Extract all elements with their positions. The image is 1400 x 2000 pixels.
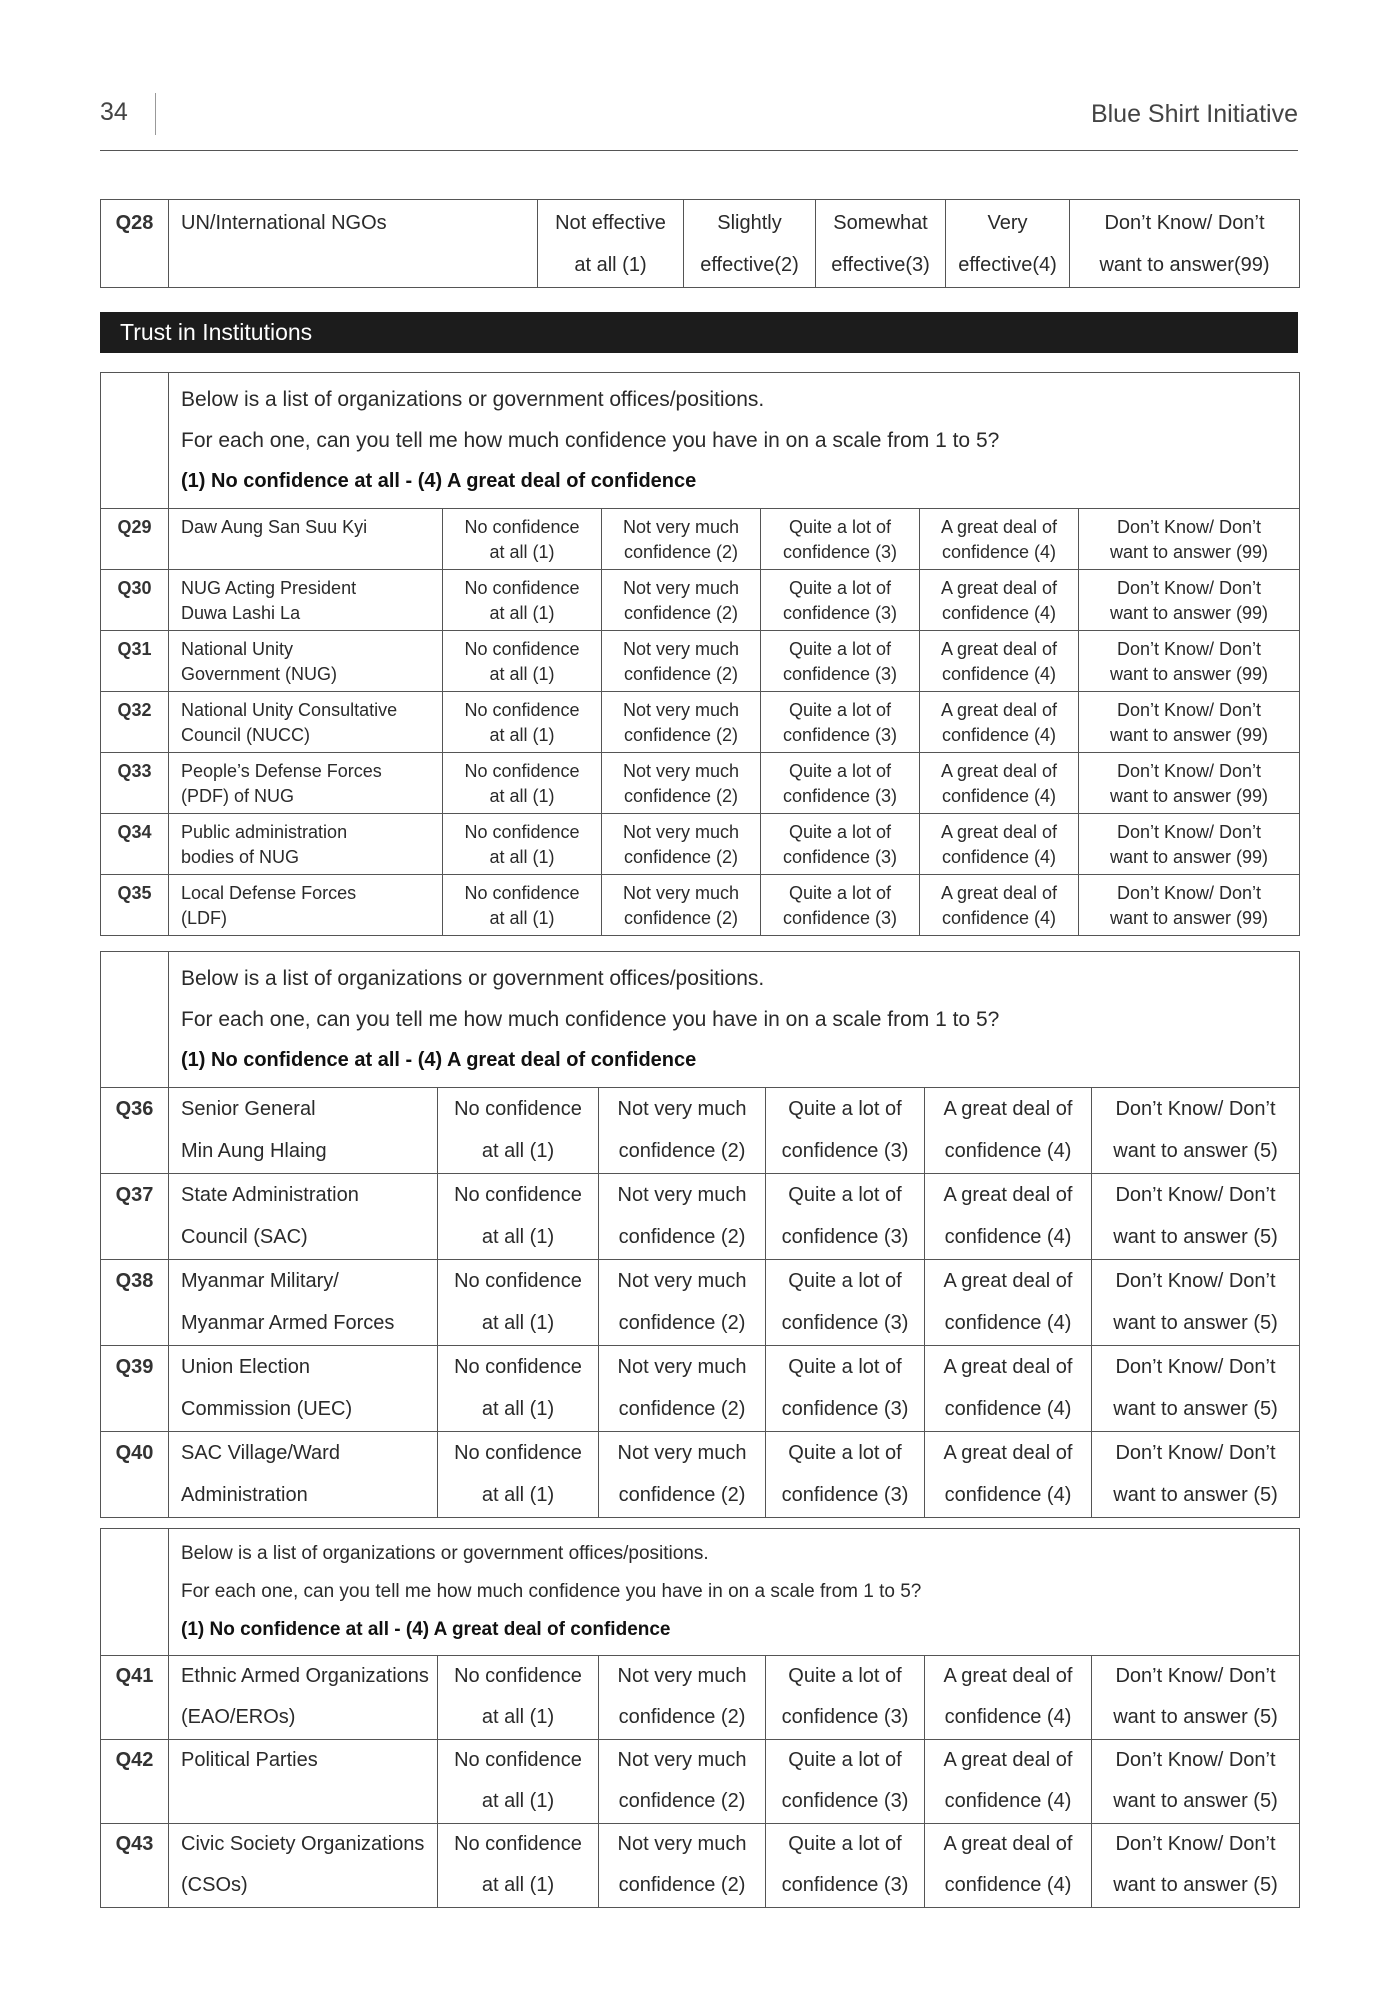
question-intro: Below is a list of organizations or government offices/positions. For each one, can you tell me how much confidence you have in on a scale from 1 to 5? (1) No confidence at all - (4) A great deal of confidence xyxy=(169,1529,1300,1656)
answer-option: Don’t Know/ Don’t want to answer (99) xyxy=(1079,753,1300,814)
answer-option: Don’t Know/ Don’t want to answer (99) xyxy=(1079,875,1300,936)
question-item: Daw Aung San Suu Kyi xyxy=(169,509,443,570)
question-item: National Unity Government (NUG) xyxy=(169,631,443,692)
table-row xyxy=(101,692,1300,753)
answer-option: A great deal of confidence (4) xyxy=(925,1824,1092,1908)
answer-option: Quite a lot of confidence (3) xyxy=(761,814,920,875)
question-item: National Unity Consultative Council (NUCC) xyxy=(169,692,443,753)
confidence-table-b xyxy=(100,951,1300,1518)
answer-option: A great deal of confidence (4) xyxy=(925,1088,1092,1174)
table-row xyxy=(101,631,1300,692)
blank-cell xyxy=(101,1529,169,1656)
answer-option: Don’t Know/ Don’t want to answer (99) xyxy=(1079,631,1300,692)
answer-option: Don’t Know/ Don’t want to answer (99) xyxy=(1079,814,1300,875)
answer-option: Quite a lot of confidence (3) xyxy=(766,1346,925,1432)
intro-row xyxy=(101,373,1300,509)
answer-option: Don’t Know/ Don’t want to answer (5) xyxy=(1092,1174,1300,1260)
table-row xyxy=(101,1824,1300,1908)
answer-option: Not very much confidence (2) xyxy=(599,1174,766,1260)
intro-row xyxy=(101,952,1300,1088)
answer-option: Quite a lot of confidence (3) xyxy=(766,1432,925,1518)
answer-option: No confidence at all (1) xyxy=(438,1260,599,1346)
answer-option: Very effective(4) xyxy=(946,200,1070,288)
answer-option: Not very much confidence (2) xyxy=(602,692,761,753)
question-number: Q37 xyxy=(101,1174,169,1260)
answer-option: No confidence at all (1) xyxy=(443,509,602,570)
question-item: Local Defense Forces (LDF) xyxy=(169,875,443,936)
answer-option: A great deal of confidence (4) xyxy=(920,814,1079,875)
blank-cell xyxy=(101,952,169,1088)
question-item: Union Election Commission (UEC) xyxy=(169,1346,438,1432)
header-rule xyxy=(100,150,1298,151)
answer-option: Not very much confidence (2) xyxy=(599,1656,766,1740)
answer-option: No confidence at all (1) xyxy=(443,570,602,631)
answer-option: Quite a lot of confidence (3) xyxy=(761,692,920,753)
answer-option: Not very much confidence (2) xyxy=(599,1740,766,1824)
answer-option: A great deal of confidence (4) xyxy=(920,509,1079,570)
answer-option: Somewhat effective(3) xyxy=(816,200,946,288)
question-number: Q43 xyxy=(101,1824,169,1908)
question-item: Public administration bodies of NUG xyxy=(169,814,443,875)
table-row xyxy=(101,1174,1300,1260)
question-number: Q39 xyxy=(101,1346,169,1432)
answer-option: A great deal of confidence (4) xyxy=(920,570,1079,631)
answer-option: Not very much confidence (2) xyxy=(602,570,761,631)
question-item: Myanmar Military/ Myanmar Armed Forces xyxy=(169,1260,438,1346)
answer-option: Don’t Know/ Don’t want to answer (99) xyxy=(1079,509,1300,570)
q28-table xyxy=(100,199,1300,288)
answer-option: Don’t Know/ Don’t want to answer (5) xyxy=(1092,1740,1300,1824)
answer-option: Don’t Know/ Don’t want to answer (5) xyxy=(1092,1824,1300,1908)
page-number: 34 xyxy=(100,98,128,126)
answer-option: Not very much confidence (2) xyxy=(602,509,761,570)
answer-option: Not effective at all (1) xyxy=(538,200,684,288)
answer-option: Slightly effective(2) xyxy=(684,200,816,288)
answer-option: No confidence at all (1) xyxy=(438,1824,599,1908)
answer-option: Not very much confidence (2) xyxy=(599,1432,766,1518)
answer-option: No confidence at all (1) xyxy=(443,631,602,692)
question-number: Q36 xyxy=(101,1088,169,1174)
answer-option: Don’t Know/ Don’t want to answer (5) xyxy=(1092,1260,1300,1346)
answer-option: Not very much confidence (2) xyxy=(599,1260,766,1346)
answer-option: Quite a lot of confidence (3) xyxy=(761,631,920,692)
table-row xyxy=(101,1656,1300,1740)
table-row xyxy=(101,814,1300,875)
answer-option: Quite a lot of confidence (3) xyxy=(761,570,920,631)
answer-option: A great deal of confidence (4) xyxy=(920,692,1079,753)
answer-option: A great deal of confidence (4) xyxy=(920,631,1079,692)
answer-option: No confidence at all (1) xyxy=(438,1174,599,1260)
table-row xyxy=(101,200,1300,288)
answer-option: No confidence at all (1) xyxy=(443,692,602,753)
answer-option: No confidence at all (1) xyxy=(443,814,602,875)
question-item: State Administration Council (SAC) xyxy=(169,1174,438,1260)
answer-option: Quite a lot of confidence (3) xyxy=(766,1740,925,1824)
answer-option: Not very much confidence (2) xyxy=(599,1346,766,1432)
question-number: Q35 xyxy=(101,875,169,936)
answer-option: No confidence at all (1) xyxy=(443,875,602,936)
answer-option: Quite a lot of confidence (3) xyxy=(761,753,920,814)
answer-option: A great deal of confidence (4) xyxy=(920,753,1079,814)
table-row xyxy=(101,1740,1300,1824)
question-item: Political Parties xyxy=(169,1740,438,1824)
question-number: Q29 xyxy=(101,509,169,570)
question-item: SAC Village/Ward Administration xyxy=(169,1432,438,1518)
answer-option: A great deal of confidence (4) xyxy=(925,1174,1092,1260)
answer-option: Not very much confidence (2) xyxy=(602,814,761,875)
question-intro: Below is a list of organizations or government offices/positions. For each one, can you tell me how much confidence you have in on a scale from 1 to 5? (1) No confidence at all - (4) A great deal of confidence xyxy=(169,952,1300,1088)
table-row xyxy=(101,1088,1300,1174)
answer-option: Don’t Know/ Don’t want to answer(99) xyxy=(1070,200,1300,288)
answer-option: Not very much confidence (2) xyxy=(602,875,761,936)
answer-option: A great deal of confidence (4) xyxy=(925,1260,1092,1346)
answer-option: A great deal of confidence (4) xyxy=(925,1432,1092,1518)
question-number: Q41 xyxy=(101,1656,169,1740)
question-number: Q34 xyxy=(101,814,169,875)
table-row xyxy=(101,1432,1300,1518)
question-item: NUG Acting President Duwa Lashi La xyxy=(169,570,443,631)
table-row xyxy=(101,509,1300,570)
answer-option: Quite a lot of confidence (3) xyxy=(761,509,920,570)
answer-option: A great deal of confidence (4) xyxy=(925,1656,1092,1740)
answer-option: No confidence at all (1) xyxy=(438,1740,599,1824)
confidence-table-a xyxy=(100,372,1300,936)
question-item: UN/International NGOs xyxy=(169,200,538,288)
answer-option: No confidence at all (1) xyxy=(438,1656,599,1740)
answer-option: Quite a lot of confidence (3) xyxy=(761,875,920,936)
answer-option: No confidence at all (1) xyxy=(438,1346,599,1432)
question-number: Q30 xyxy=(101,570,169,631)
answer-option: Not very much confidence (2) xyxy=(599,1088,766,1174)
running-title: Blue Shirt Initiative xyxy=(1090,100,1298,128)
question-item: Ethnic Armed Organizations (EAO/EROs) xyxy=(169,1656,438,1740)
answer-option: Don’t Know/ Don’t want to answer (99) xyxy=(1079,570,1300,631)
answer-option: Don’t Know/ Don’t want to answer (5) xyxy=(1092,1088,1300,1174)
answer-option: Quite a lot of confidence (3) xyxy=(766,1260,925,1346)
question-number: Q31 xyxy=(101,631,169,692)
answer-option: Quite a lot of confidence (3) xyxy=(766,1824,925,1908)
answer-option: Quite a lot of confidence (3) xyxy=(766,1656,925,1740)
section-heading: Trust in Institutions xyxy=(100,312,1298,353)
table-row xyxy=(101,1260,1300,1346)
table-row xyxy=(101,570,1300,631)
question-number: Q32 xyxy=(101,692,169,753)
blank-cell xyxy=(101,373,169,509)
question-number: Q28 xyxy=(101,200,169,288)
table-row xyxy=(101,753,1300,814)
table-row xyxy=(101,1346,1300,1432)
answer-option: No confidence at all (1) xyxy=(438,1088,599,1174)
question-item: Civic Society Organizations (CSOs) xyxy=(169,1824,438,1908)
answer-option: Don’t Know/ Don’t want to answer (99) xyxy=(1079,692,1300,753)
answer-option: Don’t Know/ Don’t want to answer (5) xyxy=(1092,1656,1300,1740)
answer-option: Not very much confidence (2) xyxy=(599,1824,766,1908)
confidence-table-c xyxy=(100,1528,1300,1908)
answer-option: A great deal of confidence (4) xyxy=(925,1740,1092,1824)
answer-option: Quite a lot of confidence (3) xyxy=(766,1174,925,1260)
answer-option: No confidence at all (1) xyxy=(438,1432,599,1518)
intro-row xyxy=(101,1529,1300,1656)
answer-option: Quite a lot of confidence (3) xyxy=(766,1088,925,1174)
answer-option: Don’t Know/ Don’t want to answer (5) xyxy=(1092,1432,1300,1518)
answer-option: No confidence at all (1) xyxy=(443,753,602,814)
table-row xyxy=(101,875,1300,936)
answer-option: Not very much confidence (2) xyxy=(602,631,761,692)
question-number: Q33 xyxy=(101,753,169,814)
question-item: People’s Defense Forces (PDF) of NUG xyxy=(169,753,443,814)
question-item: Senior General Min Aung Hlaing xyxy=(169,1088,438,1174)
header-divider-vertical xyxy=(155,93,156,135)
question-number: Q38 xyxy=(101,1260,169,1346)
question-number: Q40 xyxy=(101,1432,169,1518)
question-intro: Below is a list of organizations or government offices/positions. For each one, can you tell me how much confidence you have in on a scale from 1 to 5? (1) No confidence at all - (4) A great deal of confidence xyxy=(169,373,1300,509)
answer-option: A great deal of confidence (4) xyxy=(925,1346,1092,1432)
answer-option: A great deal of confidence (4) xyxy=(920,875,1079,936)
answer-option: Not very much confidence (2) xyxy=(602,753,761,814)
answer-option: Don’t Know/ Don’t want to answer (5) xyxy=(1092,1346,1300,1432)
question-number: Q42 xyxy=(101,1740,169,1824)
